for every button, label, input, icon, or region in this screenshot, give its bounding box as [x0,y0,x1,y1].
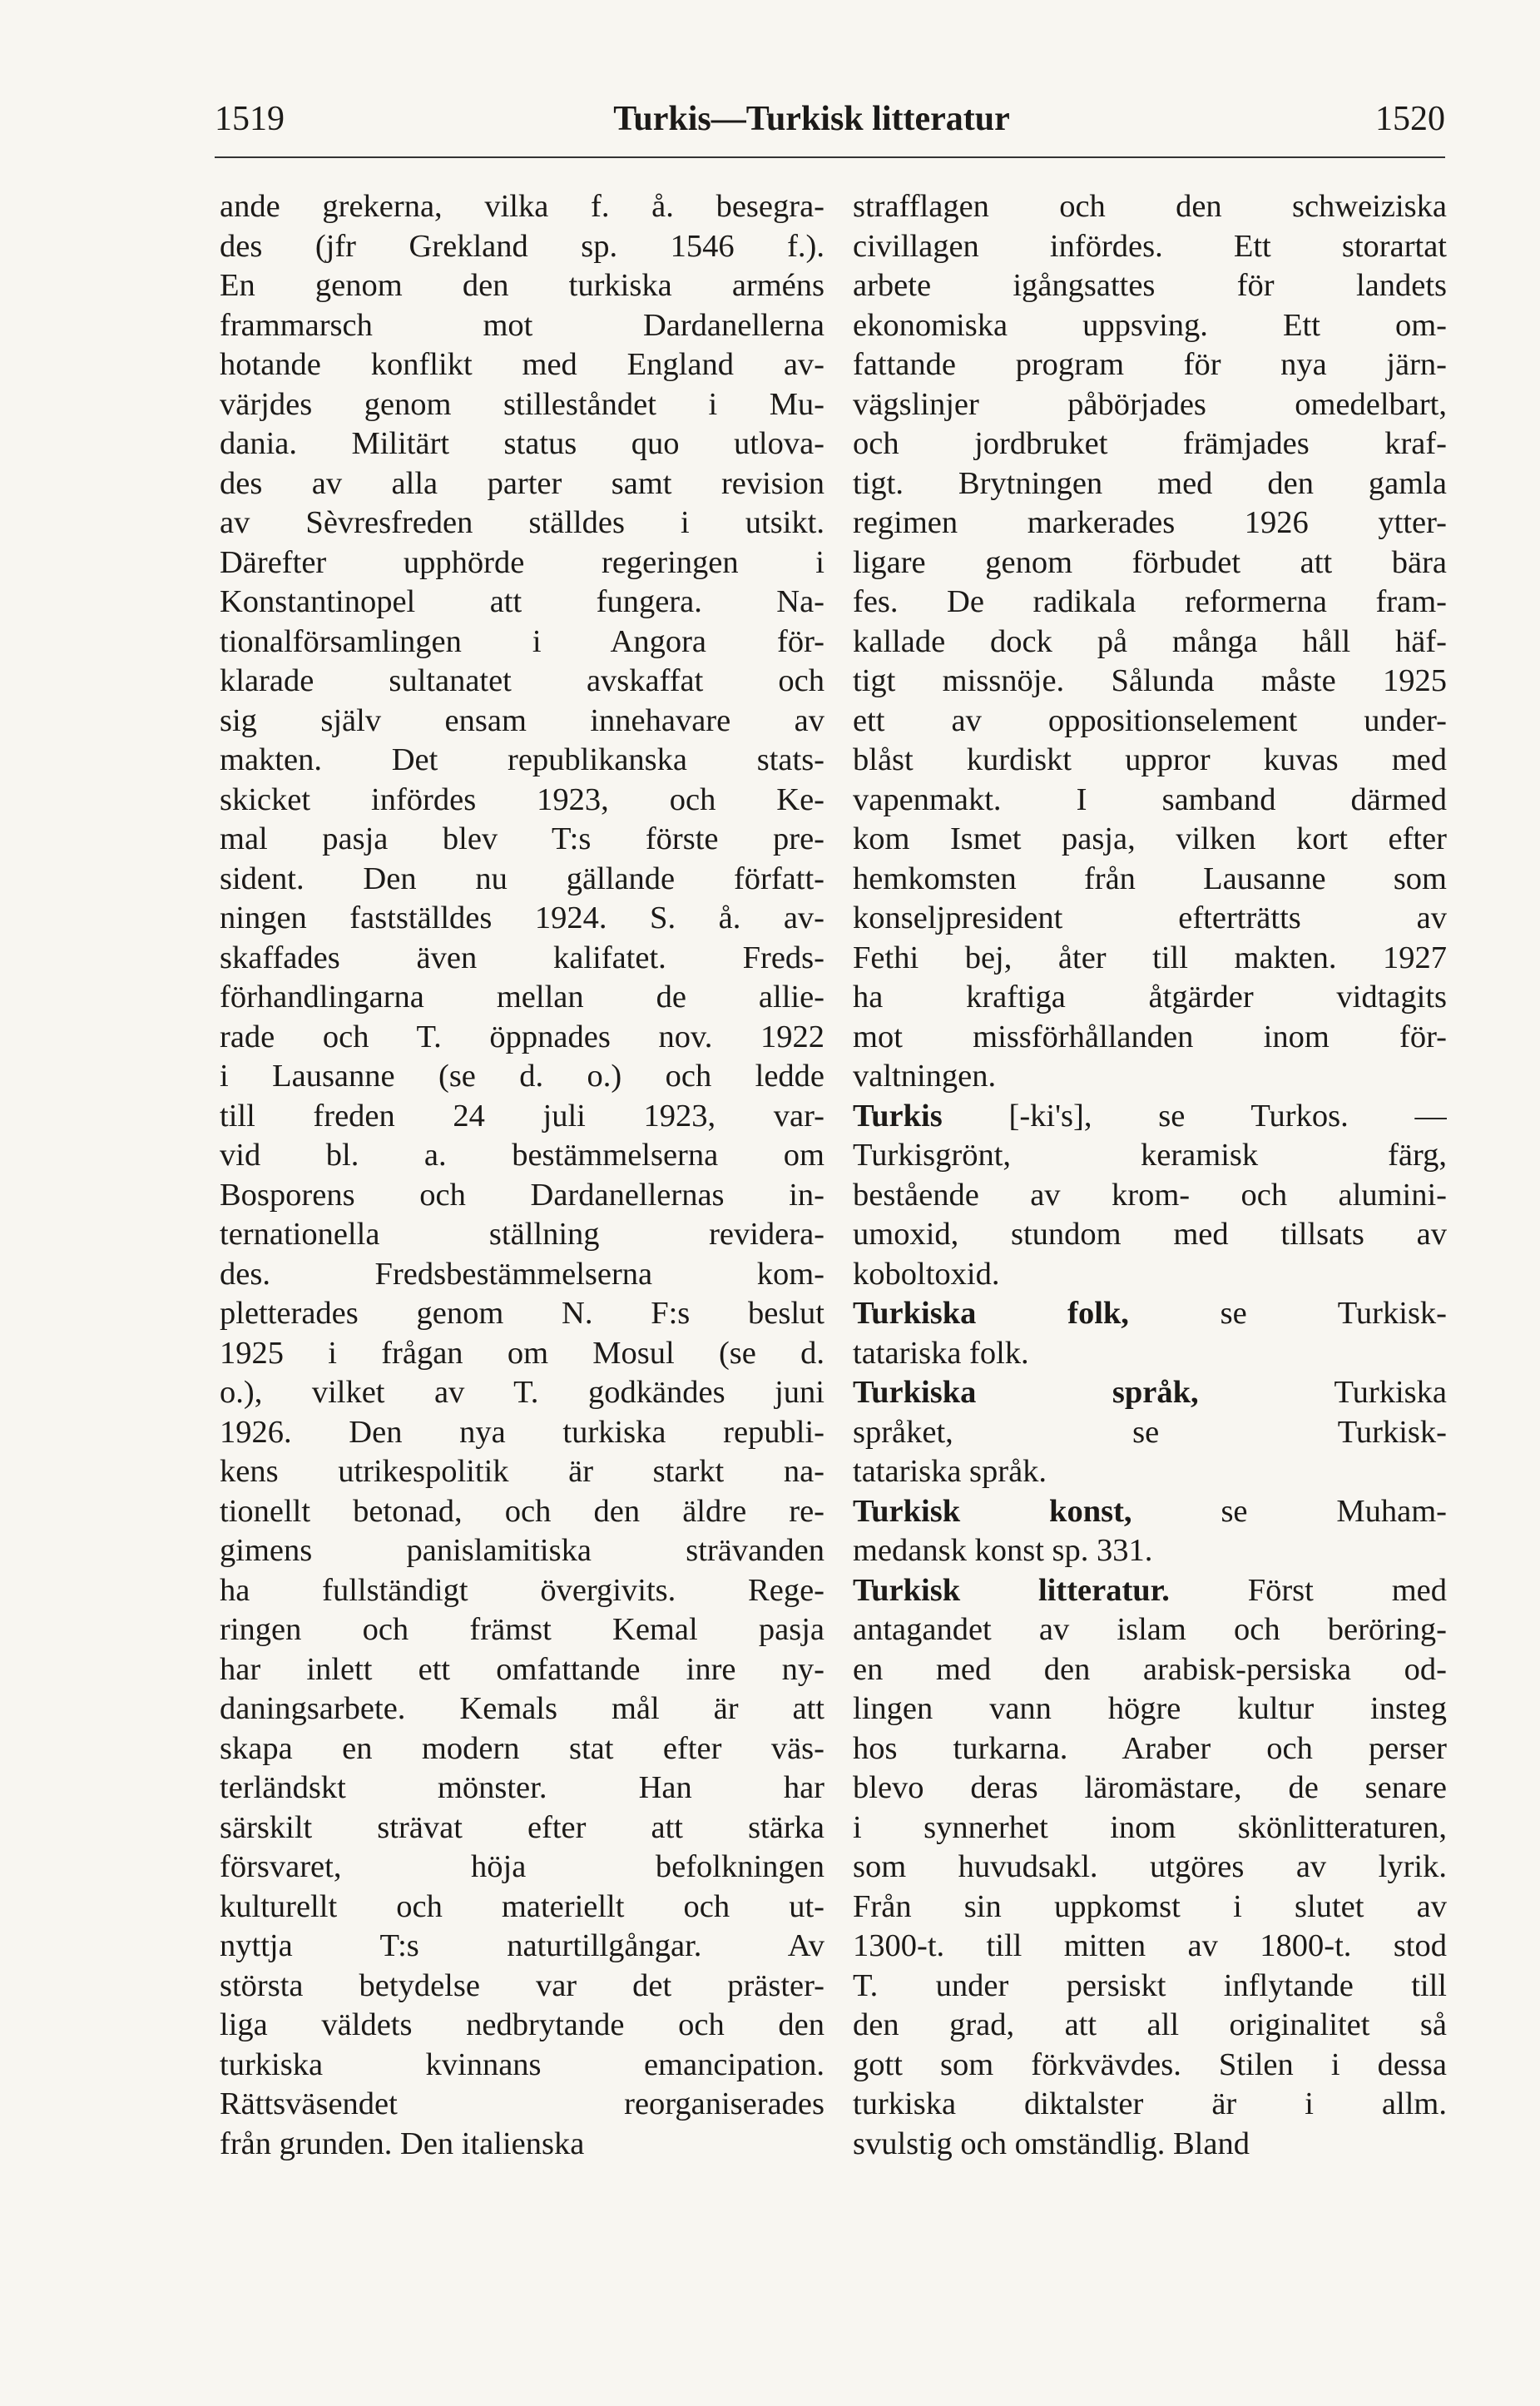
text-line: ha kraftiga åtgärder vidtagits [853,980,1447,1014]
text-line: kallade dock på många håll häf- [853,623,1447,659]
text-line: ekonomiska uppsving. Ett om- [853,307,1447,343]
text-line: ande grekerna, vilka f. å. besegra- [220,189,824,224]
text-line: tatariska folk. [853,1335,1029,1371]
text-line: blåst kurdiskt uppror kuvas med [853,742,1447,777]
text-line: valtningen. [853,1059,997,1094]
text-line: tigt. Brytningen med den gamla [853,465,1447,501]
text-line: antagandet av islam och beröring- [853,1612,1447,1647]
text-line: 1300-t. till mitten av 1800-t. stod [853,1928,1447,1963]
text-line: Turkiska folk, se Turkisk- [853,1296,1447,1331]
text-line: och jordbruket främjades kraf- [853,426,1447,461]
text-line: regimen markerades 1926 ytter- [853,505,1447,540]
text-line: makten. Det republikanska stats- [220,742,824,777]
text-line: särskilt strävat efter att stärka [220,1809,824,1845]
text-line: civillagen infördes. Ett storartat [853,228,1447,264]
text-line: från grunden. Den italienska [220,2126,585,2161]
left-column [220,187,824,2164]
text-line: des av alla parter samt revision [220,465,824,501]
text-line: mal pasja blev T:s förste pre- [220,821,824,856]
text-line: språket, se Turkisk- [853,1414,1447,1450]
text-line: 1925 i frågan om Mosul (se d. [220,1335,824,1371]
page-number-right: 1520 [1375,100,1445,138]
text-line: turkiska diktalster är i allm. [853,2086,1447,2121]
text-line: En genom den turkiska arméns [220,268,824,303]
text-line: Från sin uppkomst i slutet av [853,1888,1447,1924]
text-line: sig själv ensam innehavare av [220,702,824,738]
text-line: som huvudsakl. utgöres av lyrik. [853,1849,1447,1884]
text-line: ha fullständigt övergivits. Rege- [220,1572,824,1608]
text-line: tatariska språk. [853,1454,1047,1489]
text-line: Turkis [-ki's], se Turkos. — [853,1098,1447,1134]
text-line: T. under persiskt inflytande till [853,1967,1447,2003]
text-line: medansk konst sp. 331. [853,1533,1153,1568]
text-line: har inlett ett omfattande inre ny- [220,1651,824,1687]
text-line: hos turkarna. Araber och perser [853,1730,1447,1766]
text-line: hemkomsten från Lausanne som [853,861,1447,896]
text-line: Rättsväsendet reorganiserades [220,2086,824,2121]
text-line: skaffades även kalifatet. Freds- [220,940,824,975]
text-line: största betydelse var det präster- [220,1967,824,2003]
text-line: tionellt betonad, och den äldre re- [220,1493,824,1529]
text-line: umoxid, stundom med tillsats av [853,1217,1447,1252]
text-line: gott som förkvävdes. Stilen i dessa [853,2046,1447,2082]
text-line: värjdes genom stilleståndet i Mu- [220,386,824,422]
text-line: lingen vann högre kultur insteg [853,1691,1447,1726]
text-line: Turkisk litteratur. Först med [853,1572,1447,1608]
text-line: rade och T. öppnades nov. 1922 [220,1019,824,1054]
text-line: ringen och främst Kemal pasja [220,1612,824,1647]
text-line: ningen fastställdes 1924. S. å. av- [220,900,824,935]
text-line: daningsarbete. Kemals mål är att [220,1691,824,1726]
text-line: mot missförhållanden inom för- [853,1019,1447,1054]
text-line: o.), vilket av T. godkändes juni [220,1375,824,1410]
text-line: terländskt mönster. Han har [220,1770,824,1805]
text-line: kens utrikespolitik är starkt na- [220,1454,824,1489]
text-line: Turkisgrönt, keramisk färg, [853,1138,1447,1173]
text-line: ligare genom förbudet att bära [853,544,1447,580]
text-line: skicket infördes 1923, och Ke- [220,781,824,817]
text-line: gimens panislamitiska strävanden [220,1533,824,1568]
page-title: Turkis—Turkisk litteratur [613,100,1010,138]
text-line: arbete igångsattes för landets [853,268,1447,303]
text-line: skapa en modern stat efter väs- [220,1730,824,1766]
text-line: fattande program för nya järn- [853,347,1447,382]
text-line: Turkisk konst, se Muham- [853,1493,1447,1529]
text-line: ternationella ställning reviderа- [220,1217,824,1252]
text-line: sident. Den nu gällande författ- [220,861,824,896]
text-line: av Sèvresfreden ställdes i utsikt. [220,505,824,540]
text-line: hotande konflikt med England av- [220,347,824,382]
text-line: Därefter upphörde regeringen i [220,544,824,580]
right-column [853,187,1447,2164]
text-line: dania. Militärt status quo utlova- [220,426,824,461]
text-line: den grad, att all originalitet så [853,2007,1447,2042]
text-line: till freden 24 juli 1923, var- [220,1098,824,1134]
text-line: 1926. Den nya turkiska republi- [220,1414,824,1450]
text-line: svulstig och omständlig. Bland [853,2126,1250,2161]
text-line: i synnerhet inom skönlitteraturen, [853,1809,1447,1845]
text-line: liga väldets nedbrytande och den [220,2007,824,2042]
text-line: Bosporens och Dardanellernas in- [220,1177,824,1213]
header-rule [215,156,1445,158]
text-line: konseljpresident efterträtts av [853,900,1447,935]
text-line: pletterades genom N. F:s beslut [220,1296,824,1331]
text-line: ett av oppositionselement under- [853,702,1447,738]
text-line: tigt missnöje. Sålunda måste 1925 [853,663,1447,698]
text-line: nyttja T:s naturtillgångar. Av [220,1928,824,1963]
text-line: vägslinjer påbörjades omedelbart, [853,386,1447,422]
text-line: des (jfr Grekland sp. 1546 f.). [220,228,824,264]
text-line: tionalförsamlingen i Angora för- [220,623,824,659]
text-line: kulturellt och materiellt och ut- [220,1888,824,1924]
page-number-left: 1519 [215,100,285,138]
text-line: i Lausanne (se d. o.) och ledde [220,1059,824,1094]
text-line: frammarsch mot Dardanellerna [220,307,824,343]
text-line: Fethi bej, åter till makten. 1927 [853,940,1447,975]
text-line: Konstantinopel att fungera. Na- [220,584,824,619]
text-line: fes. De radikala reformerna fram- [853,584,1447,619]
text-line: vapenmakt. I samband därmed [853,781,1447,817]
text-line: des. Fredsbestämmelserna kom- [220,1256,824,1292]
text-line: vid bl. a. bestämmelserna om [220,1138,824,1173]
text-line: koboltoxid. [853,1256,1000,1292]
text-line: klarade sultanatet avskaffat och [220,663,824,698]
text-line: kom Ismet pasja, vilken kort efter [853,821,1447,856]
text-line: strafflagen och den schweiziska [853,189,1447,224]
text-line: förhandlingarna mellan de allie- [220,980,824,1014]
text-line: turkiska kvinnans emancipation. [220,2046,824,2082]
text-line: bestående av krom- och alumini- [853,1177,1447,1213]
text-line: Turkiska språk, Turkiska [853,1375,1447,1410]
text-line: blevo deras läromästare, de senare [853,1770,1447,1805]
text-line: en med den arabisk-persiska od- [853,1651,1447,1687]
text-line: försvaret, höja befolkningen [220,1849,824,1884]
